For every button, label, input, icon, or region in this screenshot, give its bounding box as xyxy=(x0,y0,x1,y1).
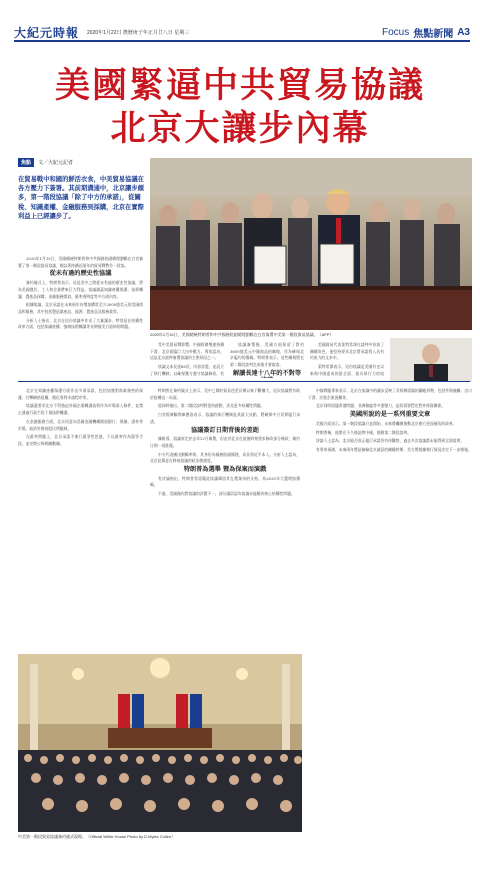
paragraph: 美國貿易代表萊特希澤在談判中扮演了關鍵角色，他堅持要求北京將承諾寫入具有約束力的文本中。 xyxy=(310,342,384,361)
paragraph: 分析人士指出，北京在這份協議中作出了大量讓步，特別是在結構性改革方面，包括知識產權、強制技術轉讓等長期被美方詬病的問題。 xyxy=(18,317,143,330)
headline-line-1: 美國緊逼中共貿易協議 xyxy=(54,65,425,106)
paragraph: 簽約儀式上，特朗普表示，這是美中之間從未有過的歷史性協議，將為美國農民、工人和企業帶來巨大利益。協議涵蓋知識產權保護、技術轉讓、農產品採購、金融服務開放、匯率透明度等多方面內容。 xyxy=(18,280,143,299)
tag-label: 焦點 xyxy=(18,158,34,167)
signing-photo xyxy=(150,158,472,330)
paragraph: 美國方面表示，第一階段協議只是開始，未來將繼續推動北京進行更深層次的改革。 xyxy=(316,420,457,426)
paragraph: 北京在知識產權保護方面作出多項承諾，包括加強對商業秘密的保護、打擊網絡侵權、簡化專利申請程序等。 xyxy=(18,388,143,400)
section-label xyxy=(382,25,470,40)
portrait-photo xyxy=(390,338,472,382)
subheading: 特朗普為選舉 暨為保案而演戲 xyxy=(183,466,267,474)
paragraph: 評論人士認為，北京能否真正履行承諾仍有待觀察，過去多次協議都未能得到全面落實。 xyxy=(316,438,465,444)
portrait-image xyxy=(390,338,472,382)
paragraph: 他同時指出，第二階段談判將很快啟動，涉及更多結構性問題。 xyxy=(158,403,265,409)
paragraph: 不過，美國國內對協議的評價不一，部分議員認為協議未能解決核心結構性問題。 xyxy=(158,491,295,497)
column-3 xyxy=(230,342,304,378)
paragraph: 萊特希澤表示，這份協議是美國有史以來與中國達成的最全面、最具執行力的協 xyxy=(310,364,384,376)
column-5 xyxy=(18,388,143,650)
paragraph: 特朗普稱，他將在不久後訪問中國，推動第二階段談判。 xyxy=(316,429,411,435)
ceremony-photo-image xyxy=(18,654,302,832)
paragraph: 據報導，協議原定於去年12月簽署，但由於北京在最後時刻要求修改部分條款，簽約日期一再推遲。 xyxy=(150,436,300,448)
paragraph: 根據協議，北京承諾在未來兩年內增加購買至少2000億美元的美國商品和服務，其中包括製造業產品、能源、農產品及服務業等。 xyxy=(18,302,143,314)
paragraph: 協議文本長達86頁，內容詳盡，並設立了執行機制，以確保雙方遵守協議條款。若 xyxy=(150,364,224,376)
paragraph: 北京同時面臨香港問題、非洲豬瘟等多重壓力，迫切需要穩定對外經貿關係。 xyxy=(316,403,446,409)
lead-box xyxy=(18,158,146,221)
subheading: 解讀長達十八年的不對等 xyxy=(232,369,302,377)
ceremony-photo xyxy=(18,654,302,832)
bottom-photo-caption: 中美第一階段貿易協議簽約儀式現場。（Official White House Photo by D.Myles Cullen） xyxy=(18,834,176,839)
masthead-rule xyxy=(14,40,470,42)
lead-tag xyxy=(18,158,146,167)
paragraph: 受中美貿易戰影響，中國經濟增速持續下滑，北京面臨巨大內外壓力。專家認為，這是北京最終簽署協議的主要原因之一。 xyxy=(150,342,224,361)
newspaper-logo: 大紀元時報 xyxy=(14,25,80,40)
paragraph: 中國問題專家表示，北京在協議中的讓步反映了其經濟面臨的嚴峻形勢，包括外資撤離、出口下滑、民營企業困難等。 xyxy=(308,388,472,400)
section-en: Focus xyxy=(381,26,410,38)
paragraph: 2020年1月15日，美國總統特朗普和中共國務院副總理劉鶴在白宮簽署了第一階段貿易協議，標誌著持續近兩年的貿易戰暫告一段落。 xyxy=(18,256,143,268)
column-6 xyxy=(150,388,300,650)
paragraph: 協議簽署後，美國方面保留了對約3600億美元中國商品的關稅，作為確保北京履約的籌碼。特朗普表示，這些關稅將在第二階段談判完成後才會取消。 xyxy=(230,342,304,368)
top-photo-caption: 2020年1月15日，美國總統特朗普和中共國務院副總理劉鶴在白宮簽署中美第一階段貿易協議。（AFP） xyxy=(150,332,334,337)
section-divider xyxy=(18,381,470,382)
subheading: 從未有過的歷史性協議 xyxy=(49,270,112,278)
paragraph: 在金融服務方面，北京同意向美國金融機構開放銀行、保險、證券等市場，取消外資持股比例限制。 xyxy=(18,418,143,431)
paragraph: 在匯率問題上，北京承諾不進行競爭性貶值，不以匯率作為競爭手段，並定期公佈相關數據。 xyxy=(18,434,143,446)
lead-summary: 在貿易戰中和國的鮮活衣食，中美貿易協議在各方壓力下簽署。其前期溝通中，北京讓步頗多，第一階段協議「除了中方的承諾」，從關稅、知識產權、金融服務到採購，北京在實際利益上已經讓步了。 xyxy=(18,176,144,220)
column-1 xyxy=(18,256,143,374)
paragraph: 有評論指出，特朗普希望藉此協議鞏固其在農業州的支持，為2020年大選增加籌碼。 xyxy=(150,475,300,488)
column-7 xyxy=(308,388,472,828)
subheading: 協議簽訂日期背後的差距 xyxy=(190,426,260,434)
paragraph: 協議還要求北京不得強迫外國企業轉讓技術作為市場准入條件，並禁止通過行政手段干預技術轉讓。 xyxy=(18,403,143,416)
headline-line-2: 北京大讓步內幕 xyxy=(110,108,370,149)
dateline: 2020年1月22日 農曆庚子年正月廿八日 星期三 xyxy=(87,29,190,36)
column-4 xyxy=(310,342,384,378)
byline: 文／大紀元記者 xyxy=(38,160,74,166)
section-zh: 焦點新聞 xyxy=(413,28,454,40)
subheading: 美國所說的是一系列重要文章 xyxy=(349,411,431,419)
signing-photo-image xyxy=(150,158,472,330)
paragraph: 特朗普在簽約儀式上表示，美中之間的貿易逆差長期以來不斷擴大，這次協議將有助於扭轉這一局面。 xyxy=(150,388,300,400)
paragraph: 有專家預測，未來兩年將是檢驗北京誠意的關鍵時期，美方將根據執行情況決定下一步措施。 xyxy=(316,446,472,452)
paragraph: 白宮經濟顧問庫德洛表示，協議的執行機制是其最大亮點，將確保中方切實履行承諾。 xyxy=(150,412,300,424)
masthead xyxy=(14,24,470,40)
column-2 xyxy=(150,342,224,378)
page-number: A3 xyxy=(457,26,470,38)
paragraph: 中方代表團由劉鶴率領，其身份為國務院副總理，而非習近平本人。分析人士認為，北京此舉意在降低協議的政治敏感度。 xyxy=(150,451,300,464)
